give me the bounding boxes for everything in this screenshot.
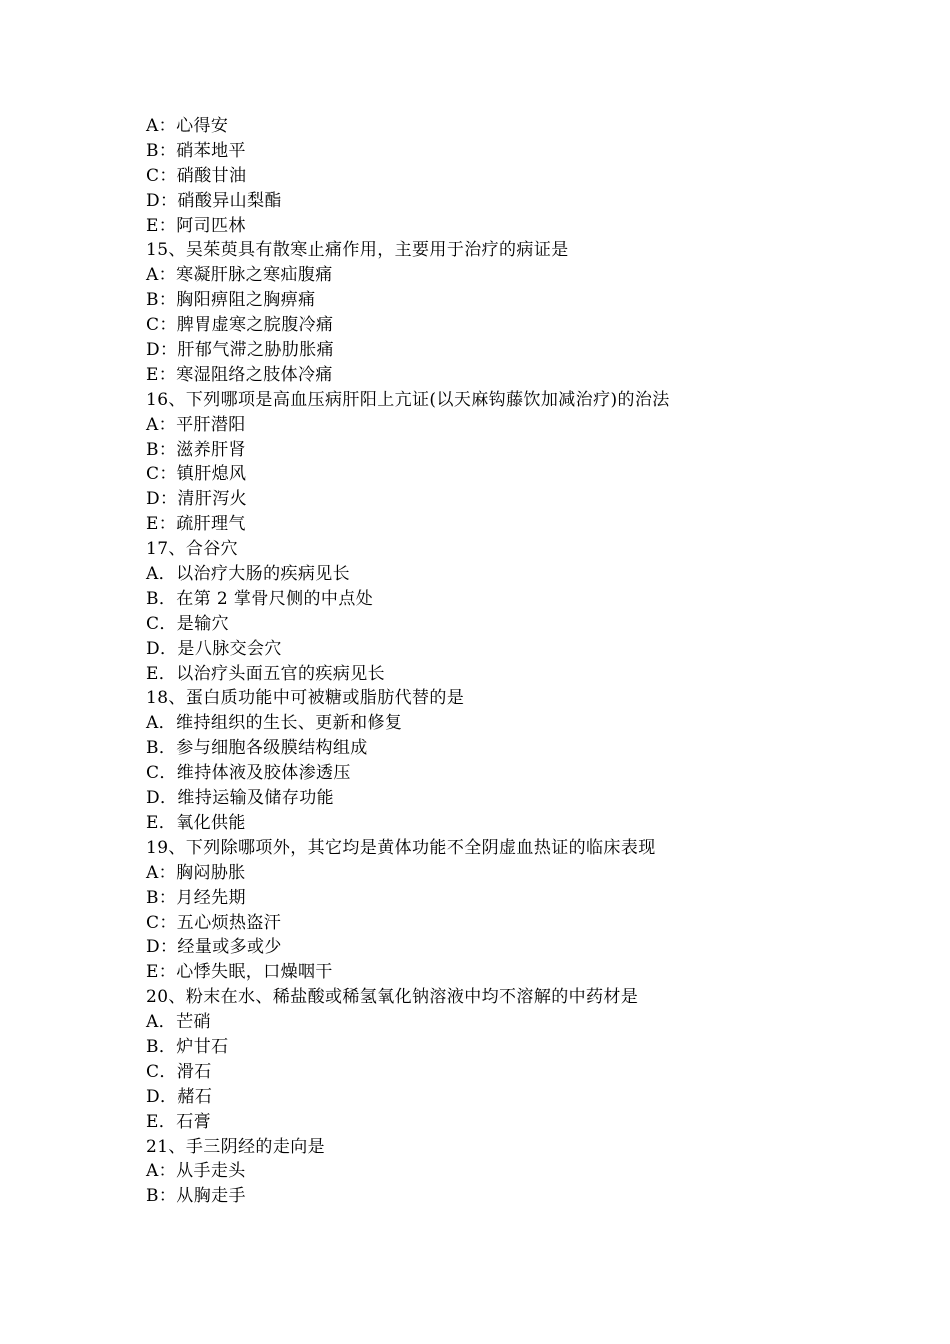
text-line: A：平肝潜阳 xyxy=(146,414,246,435)
text-line: A：寒凝肝脉之寒疝腹痛 xyxy=(146,265,333,286)
text-line: B：胸阳痹阻之胸痹痛 xyxy=(146,290,316,311)
text-line: E．以治疗头面五官的疾病见长 xyxy=(146,663,386,684)
text-line: D．赭石 xyxy=(146,1086,213,1107)
text-line: C．维持体液及胶体渗透压 xyxy=(146,763,351,784)
text-line: A．芒硝 xyxy=(146,1012,211,1033)
text-line: D：经量或多或少 xyxy=(146,937,282,958)
text-line: E．氧化供能 xyxy=(146,812,246,833)
text-line: C：硝酸甘油 xyxy=(146,165,247,186)
text-line: B．在第 2 掌骨尺侧的中点处 xyxy=(146,588,374,609)
text-line: B：硝苯地平 xyxy=(146,140,246,161)
text-line: A：心得安 xyxy=(146,116,229,136)
question-18: 18、蛋白质功能中可被糖或脂肪代替的是 xyxy=(146,688,465,709)
text-line: B．炉甘石 xyxy=(146,1036,229,1057)
text-line: B：月经先期 xyxy=(146,887,246,908)
text-line: A．维持组织的生长、更新和修复 xyxy=(146,713,403,734)
text-line: D：硝酸异山梨酯 xyxy=(146,190,282,211)
text-line: C．是输穴 xyxy=(146,613,230,634)
text-line: E：疏肝理气 xyxy=(146,514,246,535)
question-15: 15、吴茱萸具有散寒止痛作用，主要用于治疗的病证是 xyxy=(146,240,569,261)
text-line: B：滋养肝肾 xyxy=(146,439,246,460)
text-line: C．滑石 xyxy=(146,1061,212,1082)
text-line: D．维持运输及储存功能 xyxy=(146,788,335,809)
text-line: E：阿司匹林 xyxy=(146,215,246,236)
text-line: A：胸闷胁胀 xyxy=(146,862,246,883)
text-line: A．以治疗大肠的疾病见长 xyxy=(146,564,351,585)
text-line: E：寒湿阻络之肢体冷痛 xyxy=(146,364,333,385)
question-21: 21、手三阴经的走向是 xyxy=(146,1136,326,1157)
text-line: B．参与细胞各级膜结构组成 xyxy=(146,738,368,759)
question-20: 20、粉末在水、稀盐酸或稀氢氧化钠溶液中均不溶解的中药材是 xyxy=(146,987,639,1008)
text-line: D：肝郁气滞之胁肋胀痛 xyxy=(146,340,335,361)
text-line: D：清肝泻火 xyxy=(146,489,248,510)
question-16: 16、下列哪项是高血压病肝阳上亢证(以天麻钩藤饮加减治疗)的治法 xyxy=(146,389,670,410)
text-line: A：从手走头 xyxy=(146,1161,246,1182)
text-line: B：从胸走手 xyxy=(146,1186,246,1207)
text-line: E：心悸失眠，口燥咽干 xyxy=(146,962,333,983)
text-line: C：五心烦热盗汗 xyxy=(146,912,282,933)
question-19: 19、下列除哪项外，其它均是黄体功能不全阴虚血热证的临床表现 xyxy=(146,837,656,858)
text-line: D．是八脉交会穴 xyxy=(146,638,282,659)
text-line: C：镇肝熄风 xyxy=(146,464,247,485)
question-17: 17、合谷穴 xyxy=(146,539,239,560)
document-page xyxy=(146,114,846,1209)
text-line: C：脾胃虚寒之脘腹冷痛 xyxy=(146,315,334,336)
text-line: E．石膏 xyxy=(146,1111,212,1132)
